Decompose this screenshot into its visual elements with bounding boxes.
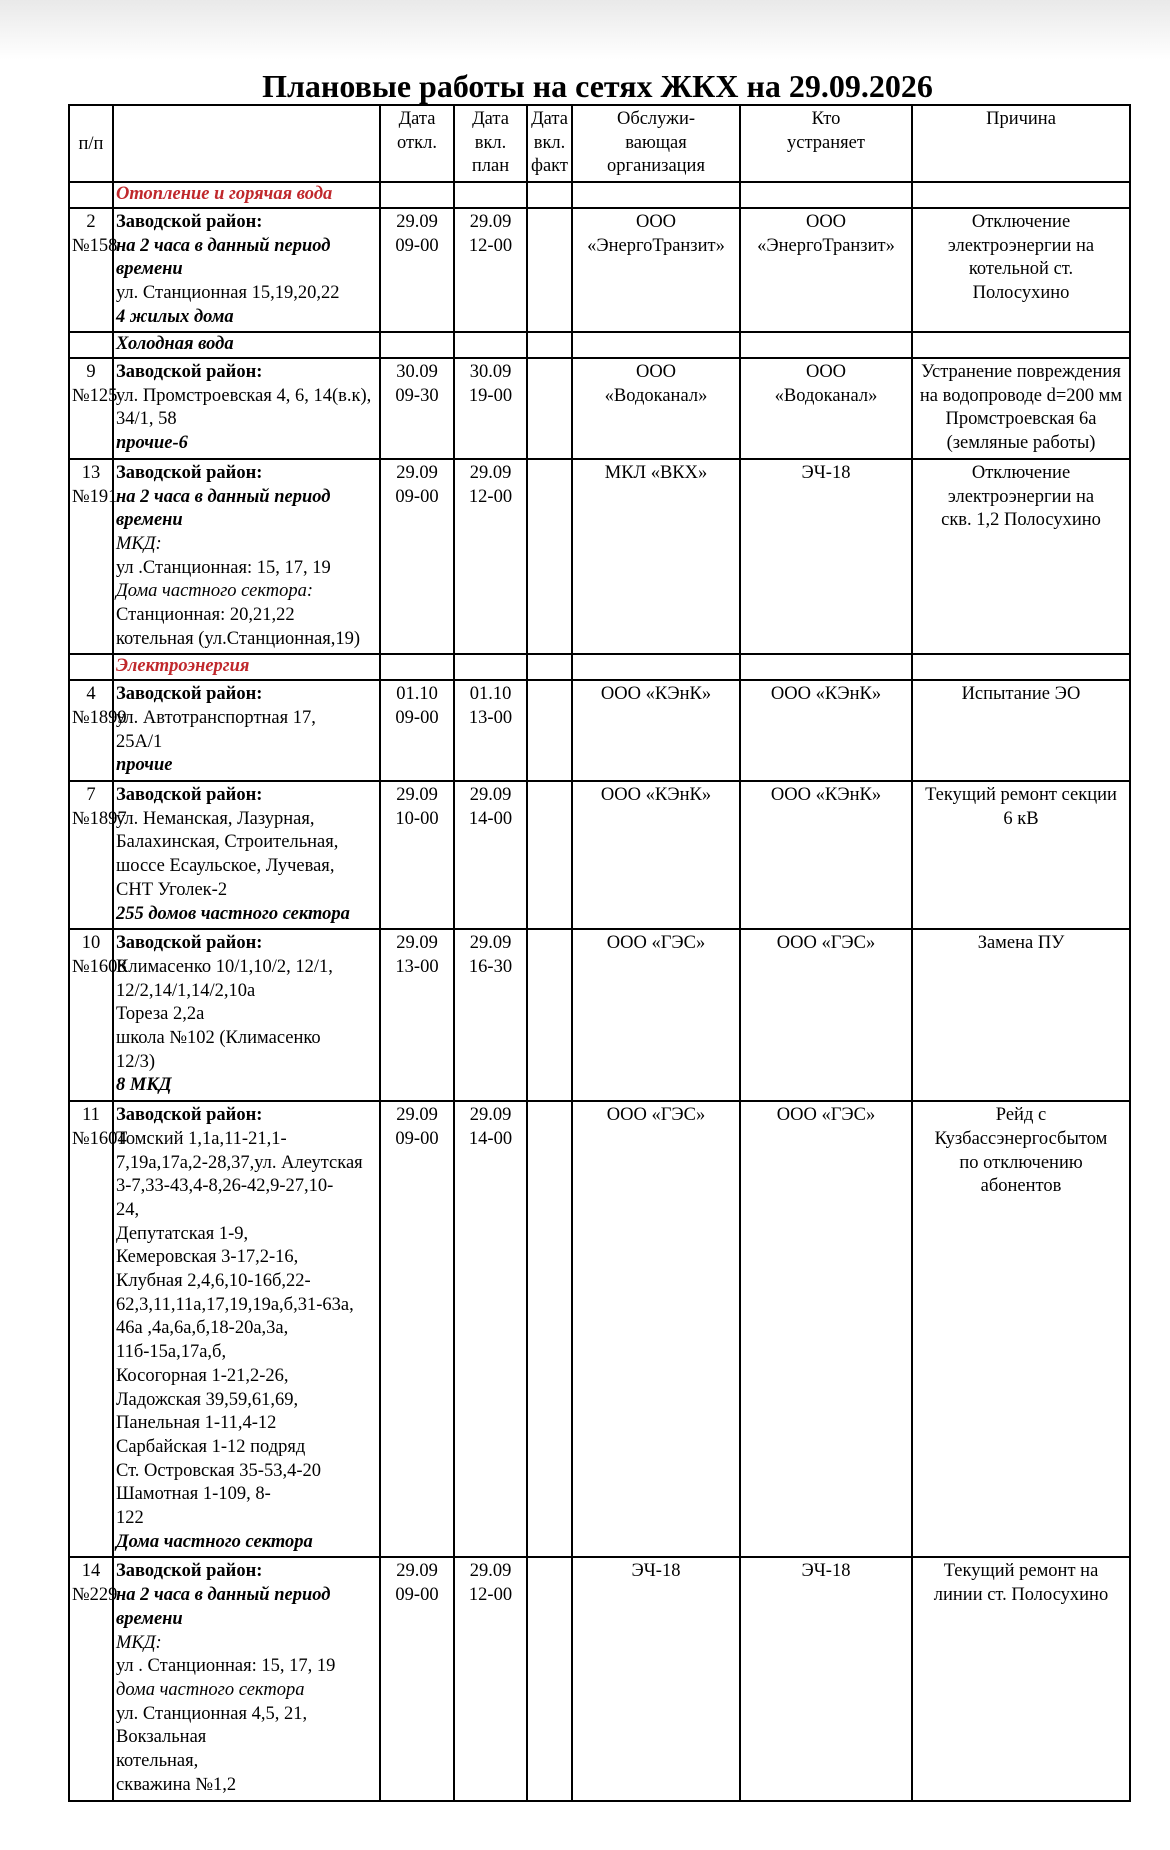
row-number-line: 7 — [86, 784, 96, 805]
off-date-cell-line: 09-00 — [395, 235, 439, 256]
reason-cell-line: электроэнергии на — [947, 235, 1095, 256]
org-cell — [572, 781, 740, 929]
org-cell-line: ООО «КЭнК» — [600, 684, 712, 705]
on-plan-cell-line: 29.09 — [469, 462, 512, 483]
on-fact-cell — [527, 459, 572, 655]
on-fact-cell — [527, 358, 572, 459]
address-line: Заводской район: — [116, 462, 263, 483]
off-date-cell — [380, 1557, 454, 1800]
org-cell — [572, 1557, 740, 1800]
header-line: факт — [530, 156, 569, 177]
header-line: Кто — [811, 109, 841, 129]
org-cell-line: «ЭнергоТранзит» — [587, 235, 725, 256]
address-line: Заводской район: — [116, 362, 263, 383]
address-line: времени — [116, 1608, 183, 1629]
org-cell — [572, 929, 740, 1101]
on-plan-cell-line: 29.09 — [469, 1561, 512, 1582]
table-row — [69, 680, 1130, 781]
on-plan-cell-line: 14-00 — [468, 808, 513, 829]
address-line: Томский 1,1а,11-21,1- — [116, 1128, 287, 1149]
fixer-cell-line: «Водоканал» — [774, 385, 878, 406]
reason-cell-line: Промстроевская 6а — [945, 409, 1097, 430]
header-org — [572, 105, 740, 182]
off-date-cell — [380, 1101, 454, 1557]
row-number — [69, 459, 118, 655]
address-line: 24, — [116, 1199, 140, 1220]
address-line: на 2 часа в данный период — [116, 486, 331, 507]
section-empty-cell — [527, 654, 572, 680]
off-date-cell — [380, 208, 454, 333]
address-line: прочие-6 — [116, 433, 188, 454]
fixer-cell-line: ООО «КЭнК» — [770, 684, 882, 705]
section-empty-cell — [454, 332, 527, 358]
org-cell-line: «Водоканал» — [604, 385, 708, 406]
address-line: Заводской район: — [116, 933, 263, 954]
row-number — [69, 208, 118, 333]
address-line: ул. Промстроевская 4, 6, 14(в.к), — [116, 385, 372, 406]
fixer-cell-line: ООО «КЭнК» — [770, 784, 882, 805]
header-address — [113, 105, 380, 182]
address-line: Балахинская, Строительная, — [116, 832, 339, 853]
address-line: ул. Автотранспортная 17, — [116, 707, 316, 728]
address-line: времени — [116, 510, 183, 531]
org-cell-line: ООО — [635, 362, 677, 383]
row-number — [69, 1101, 127, 1557]
row-number-line: 14 — [81, 1561, 101, 1582]
table-row — [69, 781, 1130, 929]
row-number-line: 10 — [81, 933, 101, 954]
header-line: Дата — [472, 109, 509, 129]
address-line: 8 МКД — [116, 1075, 172, 1096]
header-on-plan — [454, 105, 527, 182]
reason-cell-line: Отключение — [971, 211, 1071, 232]
address-line: 34/1, 58 — [116, 409, 177, 430]
address-line: Заводской район: — [116, 211, 263, 232]
address-line: Заводской район: — [116, 1105, 263, 1126]
reason-cell-line: линии ст. Полосухино — [933, 1585, 1109, 1606]
on-plan-cell-line: 14-00 — [468, 1128, 513, 1149]
off-date-cell — [380, 929, 454, 1101]
on-plan-cell-line: 19-00 — [468, 385, 513, 406]
address-line: 12/2,14/1,14/2,10а — [116, 980, 256, 1001]
section-empty-cell — [912, 182, 1130, 208]
on-plan-cell — [454, 781, 527, 929]
reason-cell-line: Отключение — [971, 462, 1071, 483]
header-fixer — [740, 105, 912, 182]
on-fact-cell — [527, 781, 572, 929]
org-cell — [572, 680, 740, 781]
table-row — [69, 358, 1130, 459]
address-line: на 2 часа в данный период — [116, 1585, 331, 1606]
off-date-cell — [380, 459, 454, 655]
section-empty-cell — [454, 654, 527, 680]
reason-cell-line: по отключению — [959, 1152, 1083, 1173]
row-number-line: №158 — [72, 235, 118, 256]
org-cell-line: ООО «КЭнК» — [600, 784, 712, 805]
org-cell-line: ООО «ГЭС» — [606, 1105, 706, 1126]
section-empty-cell — [740, 332, 912, 358]
address-cell — [113, 929, 380, 1101]
reason-cell-line: электроэнергии на — [947, 486, 1095, 507]
fixer-cell-line: ООО «ГЭС» — [776, 1105, 876, 1126]
row-number-line: №1608 — [72, 956, 127, 977]
fixer-cell — [740, 459, 912, 655]
section-row — [69, 654, 1130, 680]
on-plan-cell — [454, 1101, 527, 1557]
table-header-row — [69, 105, 1130, 182]
on-plan-cell-line: 29.09 — [469, 933, 512, 954]
address-line: 3-7,33-43,4-8,26-42,9-27,10- — [116, 1176, 334, 1197]
off-date-cell-line: 09-30 — [395, 385, 439, 406]
off-date-cell-line: 13-00 — [395, 956, 439, 977]
address-cell — [113, 459, 380, 655]
reason-cell-line: Замена ПУ — [977, 933, 1065, 954]
section-label: Холодная вода — [113, 332, 380, 358]
address-line: Заводской район: — [116, 1561, 263, 1582]
page-title: Плановые работы на сетях ЖКХ на 29.09.2026 — [262, 68, 933, 104]
address-line: прочие — [116, 755, 173, 776]
on-plan-cell-line: 12-00 — [468, 1585, 513, 1606]
row-number-line: №125 — [72, 385, 118, 406]
fixer-cell-line: ООО — [805, 211, 847, 232]
row-number — [69, 1557, 118, 1800]
header-pp-label: п/п — [78, 134, 104, 155]
row-number-line: №191 — [72, 486, 118, 507]
on-fact-cell — [527, 1557, 572, 1800]
off-date-cell-line: 09-00 — [395, 1128, 439, 1149]
fixer-cell-line: ЭЧ-18 — [801, 462, 851, 483]
off-date-cell-line: 29.09 — [396, 1561, 438, 1582]
on-plan-cell — [454, 1557, 527, 1800]
org-cell — [572, 208, 740, 333]
off-date-cell-line: 10-00 — [395, 808, 439, 829]
org-cell — [572, 459, 740, 655]
address-line: 7,19а,17а,2-28,37,ул. Алеутская — [116, 1152, 363, 1173]
header-reason — [912, 105, 1130, 182]
fixer-cell — [740, 208, 912, 333]
row-number — [69, 358, 118, 459]
reason-cell-line: Рейд с — [995, 1105, 1047, 1126]
address-line: ул. Станционная 4,5, 21, — [116, 1703, 308, 1724]
reason-cell — [912, 781, 1130, 929]
address-line: 122 — [116, 1508, 144, 1529]
section-empty-cell — [380, 654, 454, 680]
address-line: ул .Станционная: 15, 17, 19 — [116, 557, 331, 578]
table-row — [69, 459, 1130, 655]
address-line: 25А/1 — [116, 731, 163, 752]
header-line: план — [471, 156, 510, 177]
on-plan-cell-line: 12-00 — [468, 486, 513, 507]
row-number-line: №1604 — [72, 1128, 127, 1149]
off-date-cell — [380, 781, 454, 929]
section-empty-cell — [740, 182, 912, 208]
address-line: 255 домов частного сектора — [116, 903, 350, 924]
fixer-cell — [740, 1101, 912, 1557]
org-cell-line: ООО «ГЭС» — [606, 933, 706, 954]
off-date-cell-line: 29.09 — [396, 933, 438, 954]
row-number — [69, 781, 127, 929]
org-cell — [572, 358, 740, 459]
off-date-cell — [380, 680, 454, 781]
fixer-cell — [740, 1557, 912, 1800]
address-line: 62,3,11,11а,17,19,19а,б,31-63а, — [116, 1294, 354, 1315]
section-empty-cell — [69, 182, 113, 208]
fixer-cell — [740, 358, 912, 459]
section-row — [69, 332, 1130, 358]
reason-cell-line: Текущий ремонт на — [943, 1561, 1099, 1582]
address-line: 46а ,4а,6а,б,18-20а,3а, — [116, 1318, 289, 1339]
header-pp — [69, 105, 113, 182]
address-line: Сарбайская 1-12 подряд — [116, 1436, 306, 1457]
address-cell — [113, 1557, 380, 1800]
address-cell — [113, 680, 380, 781]
address-line: Тореза 2,2а — [116, 1004, 205, 1025]
header-line: вкл. — [533, 132, 566, 153]
fixer-cell — [740, 929, 912, 1101]
on-plan-cell-line: 01.10 — [469, 684, 512, 705]
org-cell-line: ООО — [635, 211, 677, 232]
off-date-cell-line: 29.09 — [396, 784, 438, 805]
off-date-cell-line: 09-00 — [395, 486, 439, 507]
reason-cell — [912, 929, 1130, 1101]
address-line: Клубная 2,4,6,10-16б,22- — [116, 1271, 311, 1292]
fixer-cell-line: ЭЧ-18 — [801, 1561, 851, 1582]
address-line: Заводской район: — [116, 684, 263, 705]
reason-cell-line: Кузбассэнергосбытом — [934, 1128, 1108, 1149]
fixer-cell — [740, 781, 912, 929]
fixer-cell-line: «ЭнергоТранзит» — [757, 235, 895, 256]
header-line: Обслужи- — [616, 109, 696, 129]
section-empty-cell — [572, 182, 740, 208]
org-cell-line: ЭЧ-18 — [631, 1561, 681, 1582]
section-empty-cell — [380, 182, 454, 208]
off-date-cell-line: 30.09 — [396, 362, 438, 383]
row-number-line: 11 — [82, 1105, 100, 1126]
works-table — [68, 104, 1131, 1802]
off-date-cell-line: 29.09 — [396, 1105, 438, 1126]
address-line: на 2 часа в данный период — [116, 235, 331, 256]
on-plan-cell-line: 16-30 — [468, 956, 513, 977]
address-line: Кемеровская 3-17,2-16, — [116, 1247, 299, 1268]
reason-cell-line: Устранение повреждения — [921, 362, 1121, 383]
header-line: откл. — [397, 132, 437, 153]
section-empty-cell — [572, 332, 740, 358]
address-line: котельная (ул.Станционная,19) — [116, 628, 361, 649]
address-line: 12/3) — [116, 1051, 156, 1072]
address-line: СНТ Уголек-2 — [116, 879, 228, 900]
address-line: ул. Станционная 15,19,20,22 — [116, 282, 340, 303]
row-number-line: №1897 — [72, 808, 127, 829]
address-line: Ст. Островская 35-53,4-20 — [116, 1460, 322, 1481]
section-empty-cell — [454, 182, 527, 208]
reason-cell — [912, 208, 1130, 333]
table-row — [69, 929, 1130, 1101]
table-row — [69, 1101, 1130, 1557]
off-date-cell-line: 09-00 — [395, 707, 439, 728]
row-number-line: №1899 — [72, 707, 127, 728]
section-label: Электроэнергия — [113, 654, 380, 680]
address-line: ул . Станционная: 15, 17, 19 — [116, 1656, 336, 1677]
header-line: вающая — [625, 132, 687, 153]
section-empty-cell — [527, 332, 572, 358]
reason-cell-line: на водопроводе d=200 мм — [919, 385, 1123, 406]
address-line: школа №102 (Климасенко — [116, 1028, 321, 1049]
fixer-cell — [740, 680, 912, 781]
address-line: Депутатская 1-9, — [116, 1223, 249, 1244]
on-plan-cell-line: 30.09 — [469, 362, 512, 383]
header-line: Дата — [531, 109, 568, 129]
reason-cell-line: абонентов — [980, 1176, 1062, 1197]
on-fact-cell — [527, 680, 572, 781]
address-line: скважина №1,2 — [116, 1774, 237, 1795]
header-line: организация — [607, 156, 705, 177]
section-row — [69, 182, 1130, 208]
row-number-line: 2 — [86, 211, 96, 232]
reason-cell-line: Текущий ремонт секции — [925, 784, 1117, 805]
address-line: 4 жилых дома — [116, 306, 234, 327]
on-plan-cell — [454, 459, 527, 655]
section-empty-cell — [912, 332, 1130, 358]
off-date-cell-line: 29.09 — [396, 211, 438, 232]
off-date-cell-line: 29.09 — [396, 462, 438, 483]
table-row — [69, 1557, 1130, 1800]
on-plan-cell-line: 29.09 — [469, 211, 512, 232]
address-cell — [113, 1101, 380, 1557]
reason-cell-line: скв. 1,2 Полосухино — [941, 510, 1101, 531]
header-line: Дата — [398, 109, 436, 129]
address-line: дома частного сектора — [116, 1680, 305, 1700]
address-line: Ладожская 39,59,61,69, — [116, 1389, 299, 1410]
address-cell — [113, 358, 380, 459]
section-label: Отопление и горячая вода — [113, 182, 380, 208]
on-plan-cell-line: 29.09 — [469, 1105, 512, 1126]
section-empty-cell — [740, 654, 912, 680]
address-line: МКД: — [116, 533, 162, 554]
reason-cell-line: Испытание ЭО — [961, 684, 1081, 705]
section-empty-cell — [380, 332, 454, 358]
section-empty-cell — [572, 654, 740, 680]
reason-cell — [912, 1557, 1130, 1800]
section-empty-cell — [912, 654, 1130, 680]
reason-cell-line: (земляные работы) — [946, 433, 1096, 454]
section-empty-cell — [69, 332, 113, 358]
on-fact-cell — [527, 1101, 572, 1557]
header-line: устраняет — [787, 132, 865, 153]
reason-cell — [912, 1101, 1130, 1557]
address-line: Климасенко 10/1,10/2, 12/1, — [116, 956, 333, 977]
off-date-cell-line: 01.10 — [396, 684, 438, 705]
address-line: 11б-15а,17а,б, — [116, 1342, 227, 1363]
address-line: Дома частного сектора — [116, 1531, 313, 1552]
reason-cell — [912, 358, 1130, 459]
address-line: Дома частного сектора: — [116, 581, 314, 602]
section-empty-cell — [527, 182, 572, 208]
row-number — [69, 929, 127, 1101]
on-plan-cell-line: 12-00 — [468, 235, 513, 256]
org-cell — [572, 1101, 740, 1557]
reason-cell-line: котельной ст. — [968, 259, 1074, 280]
row-number-line: 9 — [86, 362, 96, 383]
reason-cell-line: 6 кВ — [1003, 808, 1039, 829]
row-number — [69, 680, 127, 781]
header-off-date — [380, 105, 454, 182]
address-cell — [113, 781, 380, 929]
header-on-fact — [527, 105, 572, 182]
org-cell-line: МКЛ «ВКХ» — [604, 462, 708, 483]
on-plan-cell — [454, 929, 527, 1101]
fixer-cell-line: ООО — [805, 362, 847, 383]
on-plan-cell-line: 13-00 — [468, 707, 513, 728]
on-fact-cell — [527, 208, 572, 333]
off-date-cell — [380, 358, 454, 459]
address-line: Заводской район: — [116, 784, 263, 805]
row-number-line: №229 — [72, 1585, 118, 1606]
reason-cell — [912, 680, 1130, 781]
reason-cell — [912, 459, 1130, 655]
address-line: Станционная: 20,21,22 — [116, 605, 295, 626]
on-plan-cell — [454, 208, 527, 333]
on-fact-cell — [527, 929, 572, 1101]
on-plan-cell — [454, 358, 527, 459]
row-number-line: 4 — [86, 684, 96, 705]
address-line: МКД: — [116, 1632, 162, 1653]
table-row — [69, 208, 1130, 333]
address-line: Косогорная 1-21,2-26, — [116, 1365, 289, 1386]
address-line: Шамотная 1-109, 8- — [116, 1484, 271, 1505]
header-line: вкл. — [474, 132, 507, 153]
table-body — [69, 182, 1130, 1800]
address-line: шоссе Есаульское, Лучевая, — [116, 856, 335, 877]
address-line: времени — [116, 259, 183, 280]
header-reason-label: Причина — [986, 109, 1056, 129]
address-line: ул. Неманская, Лазурная, — [116, 808, 315, 829]
row-number-line: 13 — [81, 462, 101, 483]
section-empty-cell — [69, 654, 113, 680]
address-line: котельная, — [116, 1751, 199, 1772]
on-plan-cell-line: 29.09 — [469, 784, 512, 805]
address-cell — [113, 208, 380, 333]
address-line: Панельная 1-11,4-12 — [116, 1413, 277, 1434]
fixer-cell-line: ООО «ГЭС» — [776, 933, 876, 954]
on-plan-cell — [454, 680, 527, 781]
off-date-cell-line: 09-00 — [395, 1585, 439, 1606]
address-line: Вокзальная — [116, 1727, 207, 1748]
reason-cell-line: Полосухино — [972, 282, 1070, 303]
